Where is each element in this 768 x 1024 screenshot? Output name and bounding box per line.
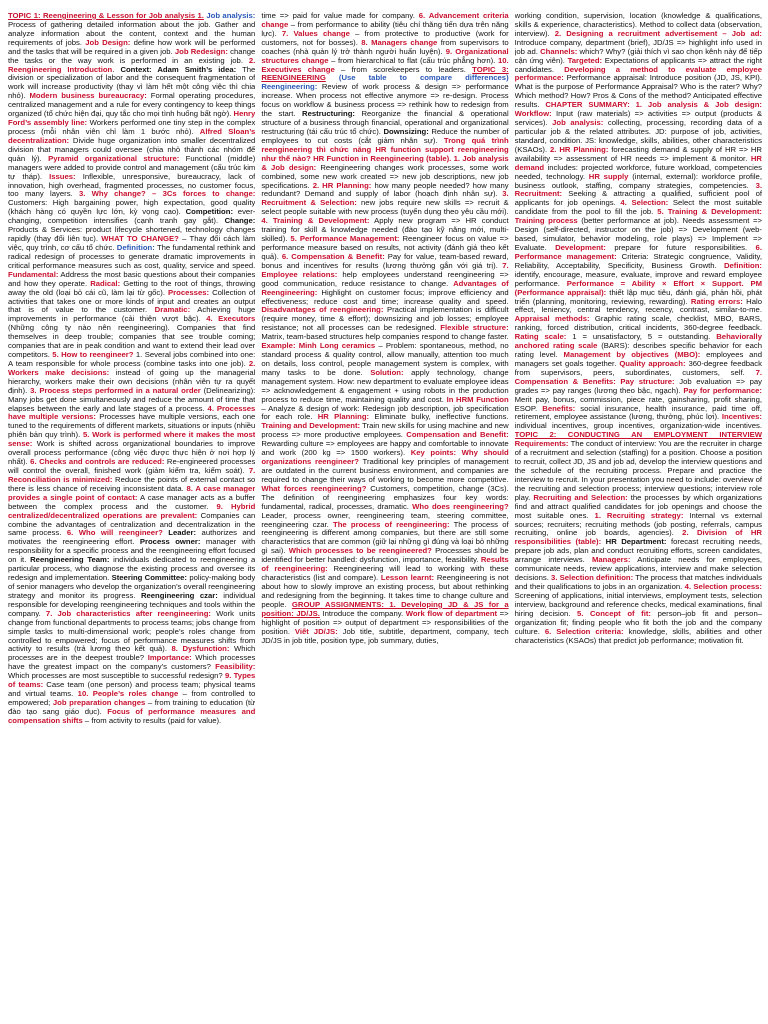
text-segment-body: (better performance at job). Needs assessment => Design (self-directed, instructor on the job) => Development (web-based, simulator, behavior modeling, role plays) => Implement => Evaluate. [514, 216, 762, 252]
text-segment-body: Expectations of applicants => attract the right candidates. [514, 55, 762, 74]
text-segment-body: individuals dedicated to reengineering a particular process, who diagnose the existing process and oversee its redesign and implementation. [8, 555, 256, 583]
text-segment-body: policy-making body of senior managers who develop the organization’s overall reengineering strategy and monitor its progress. [8, 573, 256, 600]
column-text [515, 12, 762, 645]
text-segment-body: Products & Services: product lifecycle shortened, technology changes rapidly (thay đổi liên tục). [8, 225, 256, 244]
text-segment-title: GROUP ASSIGNMENTS: 1. Developing JD & JS for a position: JD/JS. [261, 599, 509, 618]
text-segment-head: Change: [224, 216, 256, 226]
text-segment-body: Re-engineered processes will control the overall, finished work (giảm kiểm tra, kiểm soát). [8, 457, 256, 476]
text-segment-red: HR Function in Reengineering (table). 1. Job analysis & Job design: [261, 153, 509, 172]
text-segment-red: Job analysis: [552, 118, 604, 128]
text-segment-red: 2. Designing a recruitment advertisement – Job ad: [554, 28, 762, 38]
text-segment-body: Which processes have the greatest impact on the company’s customers? [8, 653, 256, 672]
text-segment-red: 6. Selection criteria: [544, 626, 624, 636]
text-segment-red: Henry Ford’s assembly line: [8, 109, 256, 128]
text-segment-red: 9. Types of teams: [8, 671, 256, 690]
text-segment-red: 3. Recruitment: [514, 180, 762, 199]
text-segment-red: 6. Checks and controls are reduced: [30, 457, 165, 467]
text-segment-red: Work flow of department [405, 608, 498, 618]
text-segment-body: The conduct of interview: You are the recruiter in charge of a recruitment and selection (staffing) for a position. Choose a position to recruit, collect JD, JS and job ad, develop the interview questions and the schedule of the recruiting process. Prepare and practice the interview to recruit. In your presentation you need to include: overview of the recruiting and selection process; interview questions; interview role play. [514, 439, 762, 502]
text-segment-red: Pyramid organizational structure: [48, 153, 180, 163]
text-segment-body: (internal, external): workforce profile, business outlook, staffing, company strategies, competencies. [514, 171, 762, 190]
text-segment-body: Case team (one person) and process team; physical teams and virtual teams. [8, 680, 256, 699]
text-segment-body: person–job fit and person–organization fit; finding people who fit both the job and the company culture. [514, 608, 762, 636]
text-segment-body: – Thay đổi cách làm việc, quy trình, cơ cấu tổ chức. [8, 234, 256, 252]
text-segment-body: authorizes and motivates the reengineering effort. [8, 528, 256, 547]
text-segment-red: What forces reengineering? [261, 483, 367, 493]
text-segment-body: Processes should be identified for better handled: dysfunction, importance, feasibility. [261, 546, 509, 565]
text-segment-body: Criteria: Strategic congruence, Validity, Reliability, Acceptability, Specificity, Business Growth. [514, 251, 762, 270]
column-text [8, 12, 255, 726]
text-segment-body: 360-degree feedback from supervisors, peers, subordinates, customers, self. [514, 358, 762, 377]
text-segment-head: Steering Committee: [111, 573, 187, 583]
text-segment-body: Job title, subtitle, department, company, tech JD/JS in job title, position type, job summary, duties, [261, 626, 509, 645]
text-segment-body: thiết lập mục tiêu, đánh giá, phản hồi, phát triển (planning, monitoring, reviewing, rewarding). [514, 287, 762, 306]
text-segment-blue: Definition: [116, 242, 155, 252]
text-segment-body: help employees understand reengineering => good communication, reduce resistance to change. [261, 269, 509, 288]
text-segment-body: Address the most basic questions about their companies and how they operate. [8, 269, 256, 288]
text-segment-body: Eliminate bulky, ineffective functions. [369, 412, 509, 422]
text-segment-body: Work is shifted across organizational boundaries to improve overall process performance (công việc được thực hiện ở nơi hợp lý nhất). [8, 439, 256, 467]
text-segment-red: 2. Division of HR responsibilities (table): [514, 528, 762, 547]
text-segment-red: Issues: [49, 171, 76, 181]
text-segment-body: employees and managers set goals together. [514, 350, 762, 368]
text-segment-body: Leader, process owner, reengineering team, steering committee, reengineering czar. [261, 510, 509, 529]
text-segment-body: individual incentives, group incentives, organization-wide incentives. [514, 421, 762, 431]
text-segment-body: forecasting demand & supply of HR => HR availability => assessment of HR needs => implement & monitor. [514, 144, 762, 163]
text-segment-body: – from protective to productive (work for customers, not for bosses). [261, 28, 509, 47]
text-segment-red: 5. Performance Management: [290, 234, 400, 244]
text-segment-body: Traditional key principles of management are outdated in the current business environment, and companies are required to change their ways of working to become more competitive. [261, 457, 509, 484]
text-segment-red: 7. Employee relations: [261, 260, 509, 279]
text-segment-body: Matrix, team-based structures help companies respond to change faster. [261, 332, 509, 342]
text-segment-body: from supervisors to coaches (nhà quản lý trở thành người huấn luyện). [261, 37, 509, 56]
text-segment-body: – Problem: spontaneous, method, no standard process & quality control, allow manually, attention too much on details, loss control, people management system is complex, with many tasks to be done. [261, 341, 509, 377]
text-segment-red: 2. HR Planning: [550, 144, 609, 154]
text-segment-red: Management by objectives (MBO): [563, 350, 701, 360]
text-segment-body: Introduce the company. [319, 608, 406, 618]
text-segment-body: – from training to education (từ đào tạo sang giáo dục). [8, 697, 256, 716]
text-segment-red: HR demand [514, 153, 762, 172]
text-segment-body: – from performance to ability (tiêu chí thăng tiến dựa trên năng lực). [261, 19, 509, 38]
text-segment-body: individual responsible for developing reengineering techniques and tools within the company. [8, 590, 256, 618]
text-segment-red: Which processes to be reengineered? [288, 546, 432, 556]
text-segment-red: Managers: [591, 555, 631, 565]
text-segment-red: 4. Selection process: [684, 582, 762, 591]
text-segment-body: new jobs require new skills => recruit & select people suitable with new process (tuyển dụng theo yêu cầu mới). [261, 198, 509, 217]
text-segment-body: The process of reengineering is different among companies, but there are still some characteristics that are common (giữ lại những gì đúng và loại bỏ những gì sai). [261, 519, 509, 556]
text-segment-blue: Job analysis: [203, 12, 256, 20]
text-segment-red: PM (Performance appraisal): [514, 278, 762, 297]
text-segment-body: – from hierarchical to flat (cấu trúc phẳng hơn). [328, 55, 498, 65]
text-segment-body: Select the most suitable candidate from the pool to fill the job. [514, 198, 762, 217]
text-segment-red: 4. Executors [206, 314, 256, 324]
column-left [8, 12, 255, 1014]
text-segment-head: Downsizing: [383, 126, 429, 136]
text-segment-red: Lesson learnt: [380, 573, 435, 583]
text-segment-red: Definition: [723, 260, 762, 270]
text-segment-red: Viết JD/JS: [294, 626, 338, 636]
text-segment-body: – from scorekeepers to leaders. [334, 64, 473, 74]
text-segment-body: 1. Several jobs combined into one: A team responsible for whole process (combine tasks into one job). [8, 350, 256, 368]
text-segment-red: Job preparation changes [52, 697, 146, 707]
text-segment-red: Processes: [168, 287, 210, 297]
text-segment-red: Radical: [90, 278, 121, 288]
text-segment-body: Introduce company, department (brief), JD/JS => highlight info used in job ad. [514, 37, 762, 56]
text-segment-body: (BARS): describes specific behavior for each rating level. [514, 341, 762, 360]
text-segment-red: Key points: Why should organizations reengineer? [261, 448, 509, 467]
text-segment-red: In HRM Function [446, 394, 509, 404]
text-segment-body: Collection of activities that takes one or more kinds of input and creates an output that is of value to the customer. [8, 287, 256, 315]
text-segment-red: 3. Why change? – 3Cs forces to change: [78, 189, 256, 199]
text-segment-red: 4. Processes have multiple versions: [8, 403, 256, 422]
text-segment-red: 8. Dysfunction: [171, 644, 230, 654]
text-segment-red: Incentives: [721, 412, 762, 422]
text-segment-body: – from controlled to empowered; [8, 689, 256, 707]
text-segment-body: identify, encourage, measure, evaluate, improve and reward employee performance. [514, 269, 762, 288]
text-segment-body: Halo effect, leniency, central tendency, recency, contrast, similar-to-me. [514, 296, 762, 315]
text-segment-body: Which processes are most susceptible to successful redesign? [8, 671, 225, 681]
text-segment-body: instead of going up the managerial hierarchy, workers make their own decisions (nhân viên tự ra quyết định). [8, 367, 256, 395]
text-segment-head: Context: Adam Smith’s idea: [120, 64, 237, 74]
text-segment-title: TOPIC 2: CONDUCTING AN EMPLOYMENT INTERVIEW [514, 430, 762, 440]
text-segment-body: Input (raw materials) => activities => output (products & services). [514, 109, 762, 128]
text-segment-body: knowledge, skills, abilities and other characteristics (KSAOs) that predict job performance; motivation fit. [514, 626, 762, 645]
text-segment-red: The process of reengineering: [333, 519, 450, 529]
text-segment-body: Reengineering will lead to working with these characteristics (list and compare). [261, 564, 509, 583]
text-segment-red: 9. Organizational structures change [261, 46, 509, 65]
text-segment-red: 1. Recruiting strategy: [594, 510, 684, 520]
text-segment-red: Feasibility: [215, 662, 256, 672]
text-segment-body: Merit pay, bonus, commission, piece rate, gainsharing, profit sharing, ESOP. [514, 394, 762, 413]
text-segment-red: 8. Managers change [361, 37, 438, 47]
text-segment-head: Reengineering czar: [140, 590, 218, 600]
text-segment-red: Importance: [147, 653, 192, 663]
text-segment-red: 5. Work is performed where it makes the most sense: [8, 430, 256, 449]
text-segment-title: TOPIC 1: Reengineering & Lesson for Job analysis 1. [8, 12, 204, 20]
text-segment-body: Reengineer focus on value => performance measure based on results, not activity (đánh giá theo kết quả). [261, 234, 509, 261]
text-segment-red: CHAPTER SUMMARY: 1. Job analysis & Job design: Workflow: [514, 100, 762, 119]
text-segment-red: Pay for performance: [683, 385, 762, 395]
text-segment-red: Development: [555, 242, 606, 252]
text-segment-body: The division or specialization of labor and the consequent fragmentation of work will increase productivity (thay vì làm hết một công việc thì chia nhỏ). [8, 64, 256, 101]
text-segment-red: 7. Values change [281, 28, 350, 38]
text-segment-red: Modern business bureaucracy: [29, 91, 147, 101]
text-segment-red: 5. How to reengineer? [52, 350, 134, 360]
text-segment-body: Work units change from functional departments to process teams; jobs change from simple tasks to multi-dimensional work; people’s roles change from controlled to empowered; focus of performance measures shifts from activity to results (trả lương theo kết quả). [8, 608, 256, 654]
text-segment-body: Practical implementation is difficult (require money, time & effort); downsizing and job losses; employee resistance; not all processes can be redesigned. [261, 305, 509, 333]
text-segment-body: Train new skills for using machine and new process => more productive employees. [261, 421, 509, 440]
text-segment-body: includes: projected workforce, future workload, competencies needed, technology. [514, 162, 762, 181]
text-segment-red: Who does reengineering? [412, 501, 509, 511]
text-segment-body: Internal vs external sources; recruiters; recruiting methods (job posting, referrals, campus recruiting, online job boards, agencies). [514, 510, 762, 538]
text-segment-body: Performance appraisal: Introduce position (JD, JS, KPI). What is the purpose of Performance Appraisal? Who is the rater? Why? Which method? How? Pros & Cons of the method? Anticipated effective results. [514, 73, 762, 110]
text-segment-red: 6. Who will reengineer? [66, 528, 163, 538]
text-segment-red: Focus of performance measures and compensation shifts [8, 706, 256, 725]
text-segment-red: 5. Training & Development: Training process [514, 207, 762, 226]
text-segment-body: The process that matches individuals and their qualifications to jobs in an organization. [514, 573, 762, 591]
text-segment-body: change the tasks or the way work is performed in an existing job. [8, 46, 256, 65]
text-segment-red: Rating errors: [690, 296, 743, 306]
text-segment-body: Inflexible, unresponsive, bureaucracy, lack of innovation, high overhead, fragmented processes, no customer focus, too many layers. [8, 171, 256, 199]
column-text [261, 12, 508, 645]
text-segment-head: HR Department: [601, 537, 667, 547]
text-segment-blue: (Use table to compare differences) Reengineering: [261, 73, 509, 92]
text-segment-title: TOPIC 3: REENGINEERING [261, 64, 509, 83]
column-right [515, 12, 762, 1014]
text-segment-red: Compensation and Benefit: [406, 430, 509, 440]
text-segment-body: working condition, supervision, location (knowledge & qualifications, skills & experience, characteristics). Method to collect data (observation, interview). [514, 12, 762, 38]
text-segment-red: Rating scale: [514, 332, 567, 342]
text-segment-head: Restructuring: [302, 109, 355, 119]
text-segment-body: – from activity to results (paid for value). [82, 715, 222, 725]
text-segment-body: => highlight of position => output of department => responsibilities of the position. [261, 608, 509, 636]
text-segment-body: how many people needed? how many redundant? Demand and supply of labor (hoạch định nhân sự). [261, 180, 509, 199]
text-segment-red: Job Redesign: [174, 46, 228, 56]
text-segment-red: Training and Development: [261, 421, 361, 431]
text-segment-body: (Delinearizing): Many jobs get done simultaneously and reduce the amount of time that elapses between the early and late stages of a process. [8, 385, 256, 413]
text-segment-head: Process owner: [139, 537, 201, 547]
text-segment-red: Behaviorally anchored rating scale [514, 332, 762, 351]
text-segment-red: Targeted: [567, 55, 603, 65]
text-segment-body: Highlight on customer focus; improve efficiency and effectiveness; reduce cost and time; increase quality and speed. [261, 287, 509, 306]
text-segment-body: Process of gathering detailed information about the job. Gather and analyze information about the content, context and the human requirements of jobs. [8, 19, 256, 47]
text-segment-red: Advantages of Reengineering: [261, 278, 509, 297]
text-segment-body: Customers: High bargaining power, high expectation, good quality (khách hàng có quyền lực lớn, kỳ vọng cao). [8, 198, 256, 217]
text-segment-red: 3. Process steps performed in a natural order [30, 385, 201, 395]
text-segment-head: Reengineering Team: [30, 555, 110, 565]
text-segment-red: Example: Minh Long ceramics [261, 341, 376, 351]
text-segment-body: Workers performed one tiny step in the complex process (mỗi nhân viên chỉ làm 1 bước nhỏ). [8, 118, 256, 136]
text-segment-red: 7. Reconciliation is minimized: [8, 466, 256, 484]
text-segment-body: time => paid for value made for company. [261, 12, 419, 20]
text-segment-body: prepare for future responsibilities. [605, 242, 756, 252]
text-segment-body: Processes have multiple versions, each one tuned to the requirements of different markets, situations or inputs (nhiều phiên bản quy trình). [8, 412, 256, 440]
text-segment-body: A case manager acts as a buffer between the complex process and the customer. [8, 492, 256, 511]
text-segment-body: Graphic rating scale, checklist, MBO, BARS, ranking, forced distribution, critical incidents, 360-degree feedback. [514, 314, 762, 333]
text-segment-body: Reengineering is not about how to slowly improve an existing process, but about rethinking and redesigning from the beginning. It takes time to change culture and people. [261, 573, 509, 609]
text-segment-red: 7. Compensation & Benefits: Pay structure: [514, 367, 762, 386]
text-segment-red: 2. Workers make decisions: [8, 358, 256, 377]
text-segment-red: Disadvantages of reengineering: [261, 305, 384, 315]
text-segment-red: 9. Hybrid centralized/decentralized operations are prevalent: [8, 501, 256, 520]
text-segment-red: 4. Selection: [620, 198, 669, 208]
text-segment-body: Anticipate needs for employees, communicate needs, review applications, interview and make selection decisions. [514, 555, 762, 583]
text-segment-body: ever-changing, competition intensifies (cạnh tranh gay gắt). [8, 207, 256, 226]
text-segment-red: Dramatic: [154, 305, 191, 315]
text-segment-red: 6. Performance management: [514, 242, 762, 261]
text-segment-body: The fundamental rethink and radical redesign of processes to generate dramatic improvements in critical performance measures such as cost, quality, service and speed. [8, 242, 256, 270]
text-segment-body: apply technology, change management system. How: new department to evaluate employee ideas => acknowledgement & engagement + using robots in the production process to reduce time, maintaining quality and cost. [261, 367, 509, 404]
text-segment-red: Developing a method to evaluate employee performance: [514, 64, 762, 83]
text-segment-body: Functional (middle) managers were added to provide control and management (cấu trúc kim tự tháp). [8, 153, 256, 181]
text-segment-body: Rewarding culture => employees are happy and comfortable to innovate and work (200 kg => 1500 workers). [261, 439, 509, 458]
text-segment-body: Reengineering changes work processes, some work combined, some new work created => new job descriptions, new job specifications. [261, 162, 509, 190]
text-segment-red: 4. Training & Development: [261, 216, 370, 226]
text-segment-body: Screening of applications, initial interviews, employment tests, selection interview, background and reference checks, medical examinations, final hiring decision. [514, 590, 762, 618]
text-segment-red: Results of reengineering: [261, 555, 509, 574]
text-segment-red: Trong quá trình reengineering thì chức năng HR function support reengineering như thế nào? [261, 135, 509, 163]
text-segment-body: which? Why? (giải thích vì sao chọn kênh này để tiếp cận ứng viên). [514, 46, 762, 65]
text-segment-body: collecting, processing, recording data of a particular job & the related attributes. JD: purpose of job, activities, standard, condition. JS: knowledge, skills, abilities, other characteristics (KSAOs). [514, 118, 762, 154]
text-segment-body: Which processes are in the deepest trouble? [8, 644, 256, 663]
text-segment-red: 3. Recruitment & Selection: [261, 189, 509, 208]
text-segment-red: WHAT TO CHANGE? [101, 234, 179, 244]
text-segment-body: Seeking & attracting a qualified, sufficient pool of applicants for job openings. [514, 189, 762, 208]
text-segment-body: Formal operating procedures, centralized management and a rule for every contingency to keep things organized (tổ chức hiện đại, quy tắc cho mọi tình huống bất ngờ). [8, 91, 256, 119]
text-segment-head: Leader: [162, 528, 197, 538]
text-segment-body: manager with responsibility for a specific process and the reengineering effort focused on it. [8, 537, 256, 565]
text-segment-red: Fundamental: [8, 269, 59, 279]
text-segment-body: Customers, competition, change (3Cs). The definition of reengineering emphasizes four key words: fundamental, radical, processes, dramatic. [261, 483, 509, 511]
text-segment-body: social insurance, health insurance, paid time off, retirement, employee assistance (lương, thưởng, phúc lợi). [514, 403, 762, 422]
text-segment-body: (Những công ty nào nên reengineering). Companies that find themselves in deep trouble; companies that see trouble coming; companies that are in peak condition and want to extend their lead over competitors. [8, 323, 256, 360]
text-segment-red: Solution: [370, 367, 404, 377]
text-segment-body: forecast recruiting needs, prepare job ads, plan and conduct recruiting efforts, screen candidates, arrange interviews. [514, 537, 762, 565]
text-segment-body: 1 = unsatisfactory, 5 = outstanding. [566, 332, 717, 342]
text-segment-red: Requirements: [514, 439, 569, 449]
text-segment-red: Alfred Sloan’s decentralization: [8, 126, 256, 145]
text-segment-red: 2. HR Planning: [312, 180, 372, 190]
text-segment-body: Companies can combine the advantages of centralization and decentralization in the same process. [8, 510, 256, 538]
text-segment-red: 10. People’s roles change [77, 689, 179, 699]
text-segment-red: 6. Advancement criteria change [261, 12, 509, 29]
text-segment-red: 6. Compensation & Benefit: [281, 251, 385, 261]
column-middle [261, 12, 508, 1014]
text-segment-body: Review of work process & design => performance increase. When process not effective anymore => re-design. Process focus on workflow & business process => rethink how to redesign from the start. [261, 82, 509, 119]
text-segment-red: Quality approach: [619, 358, 686, 368]
text-segment-red: 8. A case manager provides a single point of contact: [8, 483, 256, 502]
text-segment-body: define how work will be performed and the tasks that will be required in a given job. [8, 37, 256, 56]
text-segment-red: 10. Executives change [261, 55, 509, 74]
text-segment-body: Getting to the root of things, throwing away the old (loại bỏ cái cũ, làm lại từ gốc). [8, 278, 256, 297]
text-segment-body: . [112, 64, 121, 74]
text-segment-body: Reorganize the financial & operational structure of a business through financial, operational and organizational restructuring (tái cấu trúc tổ chức). [261, 109, 509, 136]
text-segment-red: Job Design: [85, 37, 131, 47]
text-segment-red: HR Planning: [317, 412, 370, 422]
text-segment-body: Divide huge organization into smaller decentralized division that managers could oversee (chia nhỏ thành các nhóm để quản lý). [8, 135, 256, 163]
text-segment-head: Competition: [185, 207, 234, 217]
text-segment-red: 3. Selection definition: [551, 573, 634, 583]
text-segment-body: Reduce the number of employees to cut costs (cắt giảm nhân sự). [261, 126, 509, 145]
text-segment-red: Channels: [540, 46, 578, 56]
text-segment-red: Appraisal methods: [514, 314, 590, 324]
text-segment-red: 7. Job characteristics after reengineering: [45, 608, 211, 618]
text-segment-body: the processes by which organizations find and attract qualified candidates for job openings and choose the most suitable ones. [514, 492, 762, 520]
text-segment-red: 5. Concept of fit: [576, 608, 651, 618]
text-segment-body: Achieving huge improvements in performance (cải thiện vượt bậc). [8, 305, 256, 324]
text-segment-red: Flexible structure: [440, 323, 509, 333]
text-segment-red: Performance = Ability × Effort × Support. [566, 278, 744, 288]
text-segment-red: 2. Reengineering Introduction [8, 55, 256, 74]
text-segment-body: Pay for value, team-based reward, bonus and incentives for results (lương thưởng gắn với giá trị). [261, 251, 509, 270]
text-segment-body: Apply new program => HR conduct training for skill & knowledge needed (đào tạo kỹ năng mới, multi-skilled). [261, 216, 509, 244]
text-segment-body: – Analyze & design of work: Redesign job description, job specification for each role. [261, 403, 509, 422]
text-segment-body: Reduce the points of external contact so there is less chance of receiving inconsistent data. [8, 474, 256, 493]
text-segment-red: HR supply [588, 171, 629, 181]
text-segment-red: Recruiting and Selection: [533, 492, 628, 502]
text-segment-body: Job evaluation => pay grades => pay ranges (lương theo bậc, ngạch). [514, 376, 762, 395]
text-segment-red: Benefits: [542, 403, 576, 413]
